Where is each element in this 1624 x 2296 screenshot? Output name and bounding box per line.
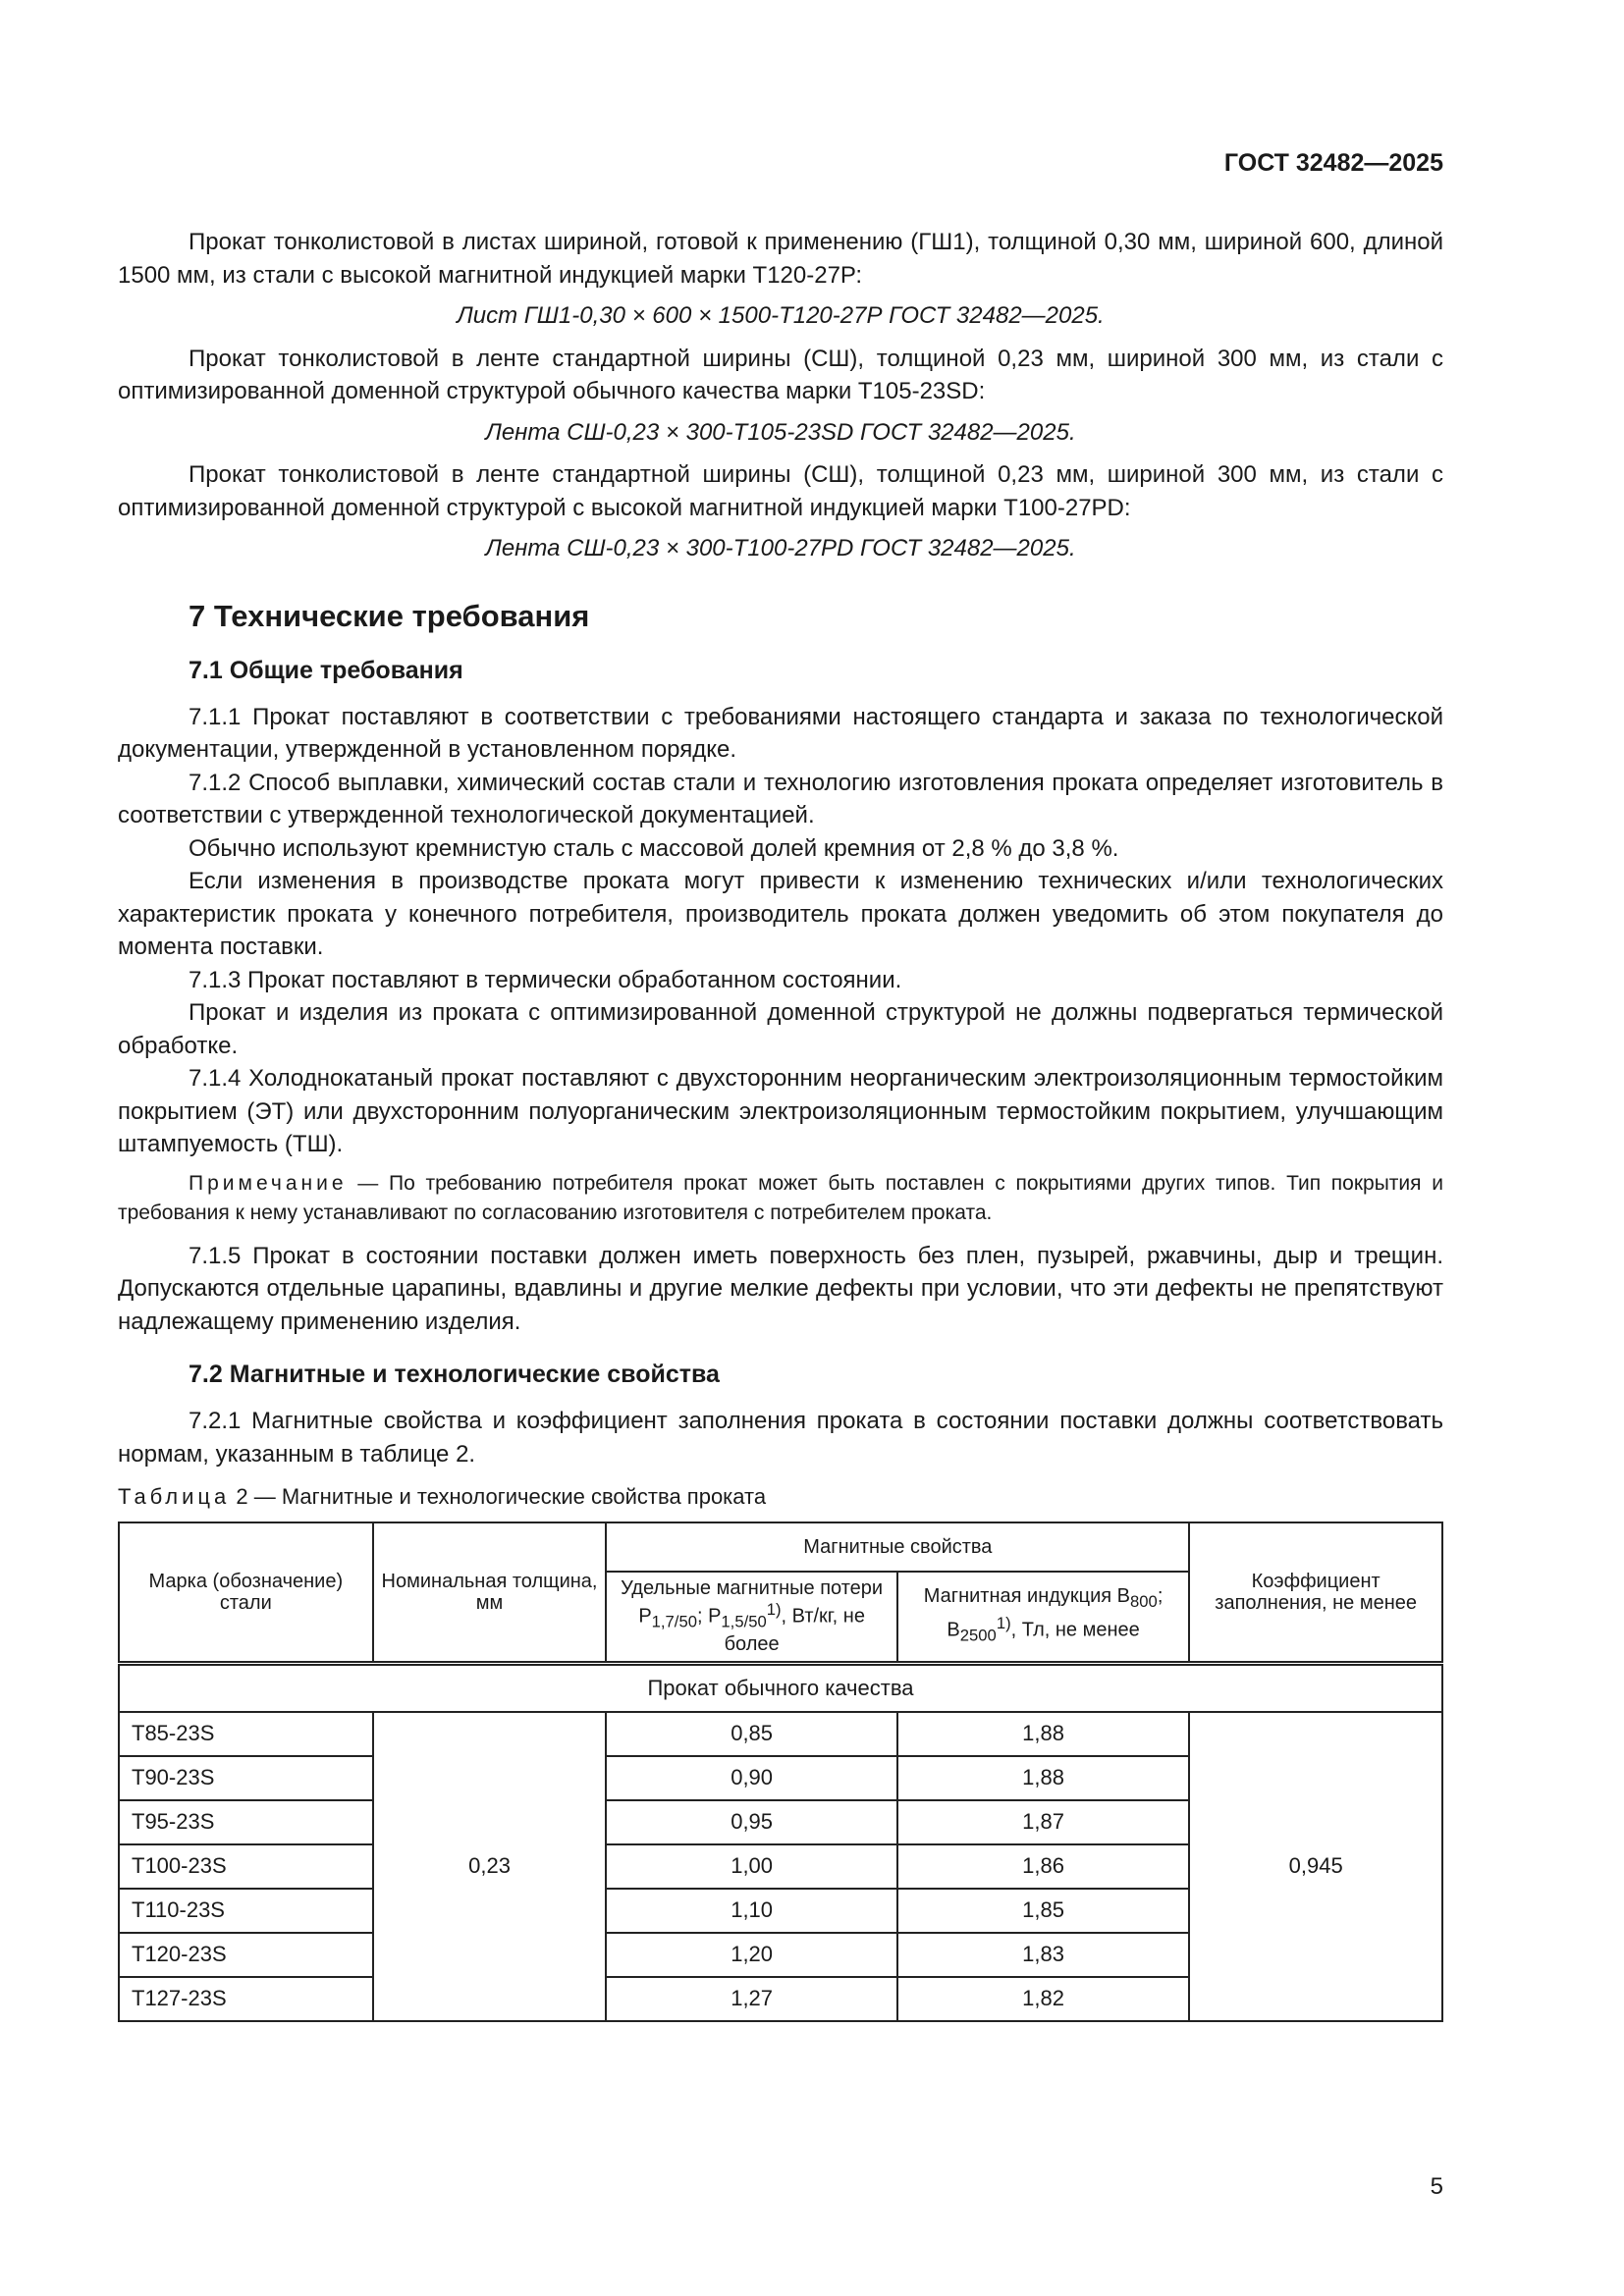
cell-induction: 1,83	[897, 1933, 1189, 1977]
header-grade: Марка (обозначение) стали	[119, 1522, 373, 1664]
paragraph: 7.1.3 Прокат поставляют в термически обработанном состоянии.	[189, 966, 902, 993]
cell-loss: 1,20	[606, 1933, 896, 1977]
cell-grade: Т100-23S	[119, 1844, 373, 1889]
header-induction: Магнитная индукция $B_{800}$; $B_{2500}^{1)}$, Тл, не менее	[897, 1572, 1189, 1664]
cell-loss: 0,85	[606, 1712, 896, 1756]
table-row	[119, 1712, 1442, 1756]
subsection-heading: 7.2 Магнитные и технологические свойства	[189, 1361, 720, 1388]
paragraph: Если изменения в производстве проката могут привести к изменению технических и/или технологических характеристик проката у конечного потребителя, производитель проката должен уведомить об этом покупателя до момента поставки.	[118, 868, 1443, 960]
table-caption	[118, 1480, 1443, 1514]
paragraph: 7.1.1 Прокат поставляют в соответствии с требованиями настоящего стандарта и заказа по технологической документации, утвержденной в установленном порядке.	[118, 703, 1443, 763]
cell-grade: Т85-23S	[119, 1712, 373, 1756]
cell-loss: 1,10	[606, 1889, 896, 1933]
document-header: ГОСТ 32482—2025	[1223, 149, 1443, 177]
paragraph: 7.1.2 Способ выплавки, химический состав стали и технологию изготовления проката определяет изготовитель в соответствии с утвержденной технологической документацией.	[118, 769, 1443, 828]
cell-induction: 1,82	[897, 1977, 1189, 2021]
section-heading: 7 Технические требования	[189, 598, 590, 633]
designation-example: Лента СШ-0,23 × 300-Т100-27PD ГОСТ 32482—2025.	[485, 535, 1076, 561]
paragraph: Обычно используют кремнистую сталь с массовой долей кремния от 2,8 % до 3,8 %.	[189, 834, 1119, 862]
paragraph: 7.2.1 Магнитные свойства и коэффициент заполнения проката в состоянии поставки должны соответствовать нормам, указанным в таблице 2.	[118, 1408, 1443, 1468]
cell-grade: Т110-23S	[119, 1889, 373, 1933]
header-losses: Удельные магнитные потери $P_{1,7/50}$; $P_{1,5/50}^{1)}$, Вт/кг, не более	[606, 1572, 896, 1664]
header-magnetic: Магнитные свойства	[606, 1522, 1189, 1572]
page-content	[118, 226, 1443, 2022]
paragraph: Прокат тонколистовой в листах шириной, готовой к применению (ГШ1), толщиной 0,30 мм, шириной 600, длиной 1500 мм, из стали с высокой магнитной индукцией марки Т120-27Р:	[118, 229, 1443, 289]
cell-induction: 1,88	[897, 1756, 1189, 1800]
paragraph: 7.1.4 Холоднокатаный прокат поставляют с двухсторонним неорганическим электроизоляционным термостойким покрытием (ЭТ) или двухсторонним полуорганическим электроизоляционным термостойким покрытием, улучшающим штампуемость (ТШ).	[118, 1065, 1443, 1157]
cell-thickness: 0,23	[373, 1712, 607, 2021]
cell-loss: 0,90	[606, 1756, 896, 1800]
paragraph: 7.1.5 Прокат в состоянии поставки должен иметь поверхность без плен, пузырей, ржавчины, дыр и трещин. Допускаются отдельные царапины, вдавлины и другие мелкие дефекты при условии, что эти дефекты не препятствуют надлежащему применению изделия.	[118, 1242, 1443, 1335]
cell-grade: Т95-23S	[119, 1800, 373, 1844]
group-row: Прокат обычного качества	[119, 1663, 1442, 1712]
note-text: — По требованию потребителя прокат может быть поставлен с покрытиями других типов. Тип покрытия и требования к нему устанавливают по согласованию изготовителя с потребителем проката.	[118, 1171, 1443, 1224]
cell-loss: 1,00	[606, 1844, 896, 1889]
cell-induction: 1,87	[897, 1800, 1189, 1844]
properties-table	[118, 1522, 1443, 2022]
note	[118, 1169, 1443, 1228]
cell-grade: Т90-23S	[119, 1756, 373, 1800]
header-fill-factor: Коэффициент заполнения, не менее	[1189, 1522, 1442, 1664]
paragraph: Прокат тонколистовой в ленте стандартной ширины (СШ), толщиной 0,23 мм, шириной 300 мм, из стали с оптимизированной доменной структурой обычного качества марки Т105-23SD:	[118, 345, 1443, 404]
cell-induction: 1,85	[897, 1889, 1189, 1933]
cell-loss: 0,95	[606, 1800, 896, 1844]
paragraph: Прокат тонколистовой в ленте стандартной ширины (СШ), толщиной 0,23 мм, шириной 300 мм, из стали с оптимизированной доменной структурой с высокой магнитной индукцией марки Т100-27PD:	[118, 461, 1443, 521]
cell-induction: 1,86	[897, 1844, 1189, 1889]
header-thickness: Номинальная толщина, мм	[373, 1522, 607, 1664]
cell-induction: 1,88	[897, 1712, 1189, 1756]
designation-example: Лист ГШ1-0,30 × 600 × 1500-Т120-27Р ГОСТ 32482—2025.	[457, 302, 1105, 329]
cell-grade: Т127-23S	[119, 1977, 373, 2021]
caption-text: 2 — Магнитные и технологические свойства проката	[230, 1484, 767, 1509]
cell-grade: Т120-23S	[119, 1933, 373, 1977]
paragraph: Прокат и изделия из проката с оптимизированной доменной структурой не должны подвергаться термической обработке.	[118, 999, 1443, 1059]
cell-loss: 1,27	[606, 1977, 896, 2021]
note-label: Примечание	[189, 1171, 348, 1195]
designation-example: Лента СШ-0,23 × 300-Т105-23SD ГОСТ 32482—2025.	[485, 418, 1076, 446]
cell-fill-factor: 0,945	[1189, 1712, 1442, 2021]
caption-label: Таблица	[118, 1484, 231, 1509]
subsection-heading: 7.1 Общие требования	[189, 656, 463, 684]
page-number: 5	[1430, 2173, 1443, 2200]
